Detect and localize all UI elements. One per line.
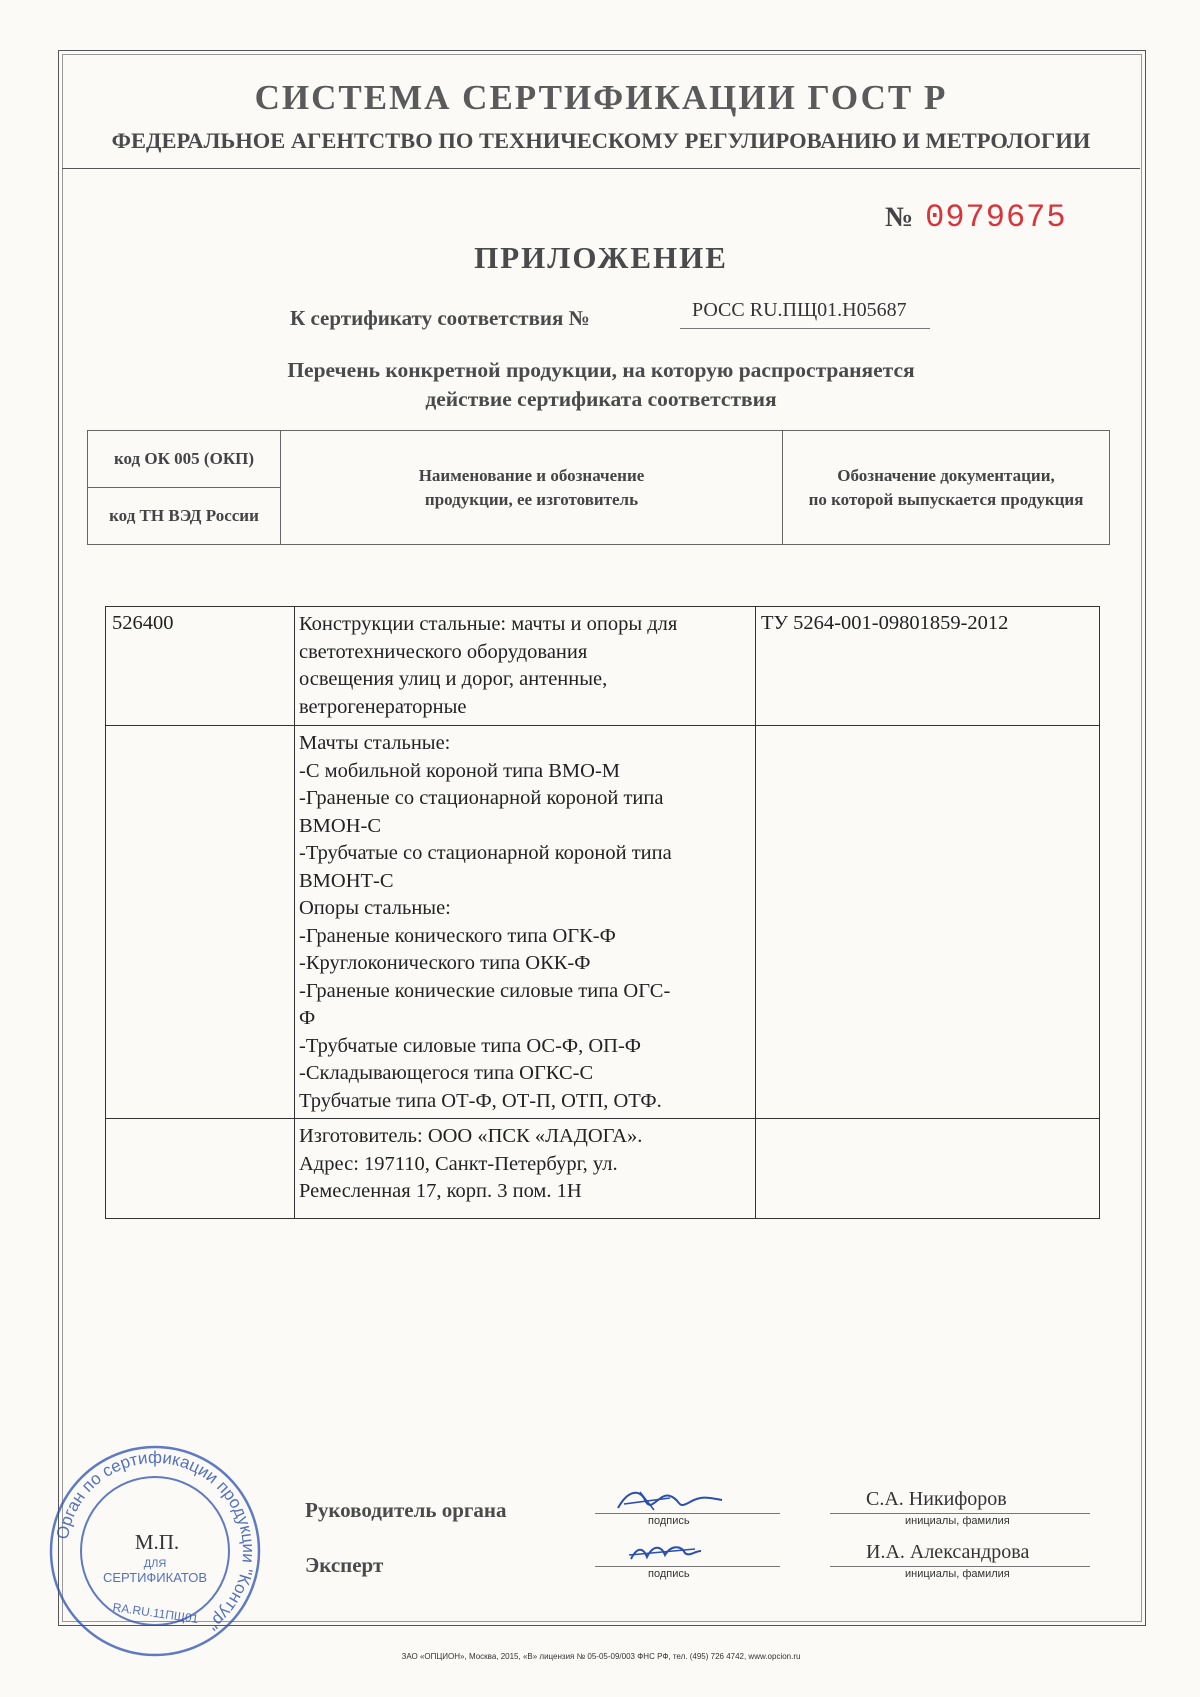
text-line: Изготовитель: ООО «ПСК «ЛАДОГА».: [299, 1125, 643, 1147]
table-row-divider: [106, 1118, 1099, 1119]
text-line: -Круглоконического типа ОКК-Ф: [299, 952, 591, 974]
text-line: -Трубчатые силовые типа ОС-Ф, ОП-Ф: [299, 1034, 641, 1057]
expert-sign-caption: подпись: [648, 1568, 690, 1580]
head-sign-caption: подпись: [648, 1515, 690, 1527]
certificate-ref-label: К сертификату соответствия №: [290, 306, 590, 330]
row1-code: 526400: [112, 612, 174, 634]
text-line: -Трубчатые со стационарной короной типа: [299, 842, 672, 864]
header-divider: [62, 168, 1140, 169]
appendix-title: ПРИЛОЖЕНИЕ: [474, 240, 728, 275]
text-line: ветрогенераторные: [299, 695, 467, 718]
header-code-okp: код ОК 005 (ОКП): [88, 431, 281, 488]
stamp-code: RA.RU.11ПЩ01: [111, 1600, 200, 1626]
expert-signature: [625, 1537, 705, 1567]
head-name: С.А. Никифоров: [866, 1488, 1007, 1510]
row2-product-name: [299, 730, 672, 1115]
certification-stamp: [45, 1441, 265, 1661]
row3-manufacturer: [299, 1123, 642, 1206]
table-col-divider: [755, 607, 756, 1218]
expert-name: И.А. Александрова: [866, 1541, 1030, 1563]
head-label: Руководитель органа: [305, 1498, 507, 1522]
certificate-ref-underline: [680, 328, 930, 329]
text-line: -Граненые конического типа ОГК-Ф: [299, 924, 616, 947]
header-doc-line1: Обозначение документации,: [837, 465, 1055, 485]
expert-name-caption: инициалы, фамилия: [905, 1568, 1010, 1580]
head-name-caption: инициалы, фамилия: [905, 1515, 1010, 1527]
row1-product-name: [299, 611, 677, 721]
text-line: Конструкции стальные: мачты и опоры для: [299, 613, 678, 635]
head-name-line: [830, 1513, 1090, 1514]
row1-documentation: ТУ 5264-001-09801859-2012: [761, 612, 1009, 634]
form-number: [885, 199, 1067, 236]
table-col-divider: [294, 607, 295, 1218]
stamp-ring-text: Орган по сертификации продукции "Контур": [52, 1447, 259, 1635]
product-table: [105, 606, 1100, 1219]
text-line: -Складывающегося типа ОГКС-С: [299, 1062, 594, 1084]
text-line: -Граненые со стационарной короной типа: [299, 787, 664, 809]
expert-sign-line: [595, 1566, 780, 1567]
header-table: [87, 430, 1110, 545]
text-line: светотехнического оборудования: [299, 640, 588, 663]
text-line: ВМОН-С: [299, 814, 382, 837]
header-code-tnved: код ТН ВЭД России: [88, 488, 281, 544]
table-row-divider: [106, 725, 1099, 726]
text-line: Адрес: 197110, Санкт-Петербург, ул.: [299, 1152, 618, 1175]
text-line: -С мобильной короной типа ВМО-М: [299, 759, 621, 782]
text-line: Трубчатые типа ОТ-Ф, ОТ-П, ОТП, ОТФ.: [299, 1089, 662, 1112]
list-title-line1: Перечень конкретной продукции, на которую распространяется: [287, 358, 915, 382]
expert-label: Эксперт: [305, 1553, 384, 1577]
agency-title: ФЕДЕРАЛЬНОЕ АГЕНТСТВО ПО ТЕХНИЧЕСКОМУ РЕГУЛИРОВАНИЮ И МЕТРОЛОГИИ: [111, 128, 1091, 153]
head-sign-line: [595, 1513, 780, 1514]
stamp-mark: М.П.: [134, 1530, 180, 1554]
text-line: Опоры стальные:: [299, 897, 451, 919]
list-title: [66, 356, 1136, 414]
text-line: ВМОНТ-С: [299, 869, 394, 892]
header-doc-line2: по которой выпускается продукция: [808, 489, 1084, 509]
text-line: -Граненые конические силовые типа ОГС-: [299, 979, 671, 1002]
list-title-line2: действие сертификата соответствия: [425, 387, 777, 411]
text-line: освещения улиц и дорог, антенные,: [299, 668, 608, 690]
system-title: СИСТЕМА СЕРТИФИКАЦИИ ГОСТ Р: [254, 78, 948, 117]
header-name-line2: продукции, ее изготовитель: [424, 489, 639, 509]
header-documentation: [783, 431, 1109, 544]
text-line: Ремесленная 17, корп. 3 пом. 1Н: [299, 1180, 582, 1202]
form-number-value: 0979675: [925, 199, 1067, 236]
header-name-line1: Наименование и обозначение: [418, 465, 645, 485]
stamp-center-top: ДЛЯ: [143, 1558, 167, 1570]
text-line: Ф: [299, 1007, 316, 1029]
stamp-center: СЕРТИФИКАТОВ: [102, 1570, 208, 1585]
number-sign: №: [885, 202, 914, 233]
header-product-name: [281, 431, 783, 544]
certificate-ref-value: РОСС RU.ПЩ01.Н05687: [692, 299, 907, 321]
printer-footer: ЗАО «ОПЦИОН», Москва, 2015, «В» лицензия № 05-05-09/003 ФНС РФ, тел. (495) 726 4742, www.opcion.ru: [401, 1652, 801, 1661]
text-line: Мачты стальные:: [299, 732, 451, 754]
expert-name-line: [830, 1566, 1090, 1567]
